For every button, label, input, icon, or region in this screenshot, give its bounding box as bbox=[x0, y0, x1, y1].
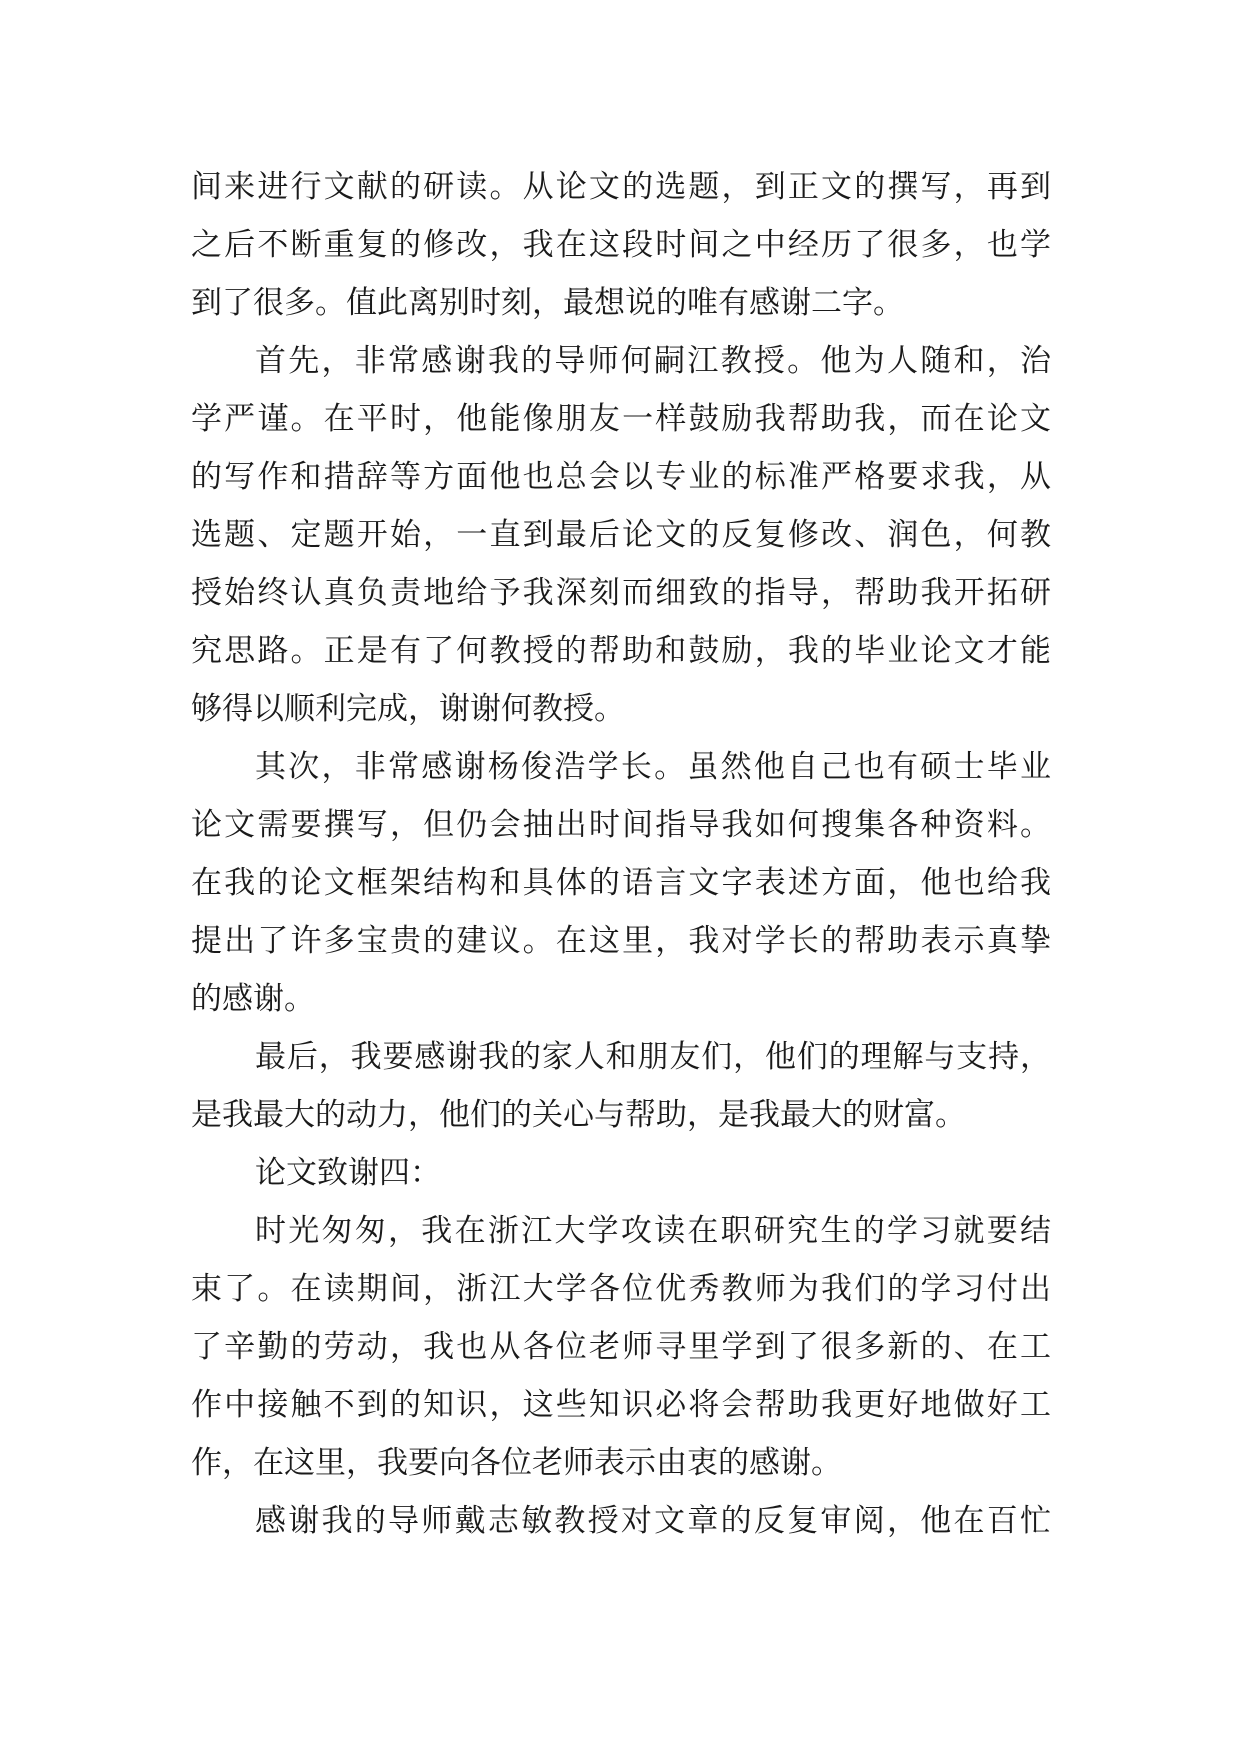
text-line: 到了很多。值此离别时刻，最想说的唯有感谢二字。 bbox=[191, 285, 904, 321]
text-line: 作，在这里，我要向各位老师表示由衷的感谢。 bbox=[191, 1445, 842, 1481]
text-line: 的感谢。 bbox=[191, 981, 315, 1017]
text-line: 提出了许多宝贵的建议。在这里，我对学长的帮助表示真挚 bbox=[191, 923, 1051, 959]
text-line: 是我最大的动力，他们的关心与帮助，是我最大的财富。 bbox=[191, 1097, 966, 1133]
text-line: 在我的论文框架结构和具体的语言文字表述方面，他也给我 bbox=[191, 865, 1051, 901]
text-line: 时光匆匆，我在浙江大学攻读在职研究生的学习就要结 bbox=[255, 1213, 1051, 1249]
text-line: 了辛勤的劳动，我也从各位老师寻里学到了很多新的、在工 bbox=[191, 1329, 1051, 1365]
text-line: 感谢我的导师戴志敏教授对文章的反复审阅，他在百忙 bbox=[255, 1503, 1051, 1539]
text-line: 之后不断重复的修改，我在这段时间之中经历了很多，也学 bbox=[191, 227, 1051, 263]
text-line: 束了。在读期间，浙江大学各位优秀教师为我们的学习付出 bbox=[191, 1271, 1051, 1307]
text-line: 论文致谢四： bbox=[255, 1155, 441, 1191]
text-line: 的写作和措辞等方面他也总会以专业的标准严格要求我，从 bbox=[191, 459, 1051, 495]
text-line: 论文需要撰写，但仍会抽出时间指导我如何搜集各种资料。 bbox=[191, 807, 1051, 843]
text-line: 学严谨。在平时，他能像朋友一样鼓励我帮助我，而在论文 bbox=[191, 401, 1051, 437]
text-line: 作中接触不到的知识，这些知识必将会帮助我更好地做好工 bbox=[191, 1387, 1051, 1423]
body-text bbox=[191, 158, 1051, 1550]
text-line: 够得以顺利完成，谢谢何教授。 bbox=[191, 691, 625, 727]
text-line: 选题、定题开始，一直到最后论文的反复修改、润色，何教 bbox=[191, 517, 1051, 553]
text-line: 其次，非常感谢杨俊浩学长。虽然他自己也有硕士毕业 bbox=[255, 749, 1051, 785]
text-line: 间来进行文献的研读。从论文的选题，到正文的撰写，再到 bbox=[191, 169, 1051, 205]
text-line: 授始终认真负责地给予我深刻而细致的指导，帮助我开拓研 bbox=[191, 575, 1051, 611]
text-line: 首先，非常感谢我的导师何嗣江教授。他为人随和，治 bbox=[255, 343, 1051, 379]
text-line: 究思路。正是有了何教授的帮助和鼓励，我的毕业论文才能 bbox=[191, 633, 1051, 669]
text-line: 最后，我要感谢我的家人和朋友们，他们的理解与支持， bbox=[255, 1039, 1051, 1075]
